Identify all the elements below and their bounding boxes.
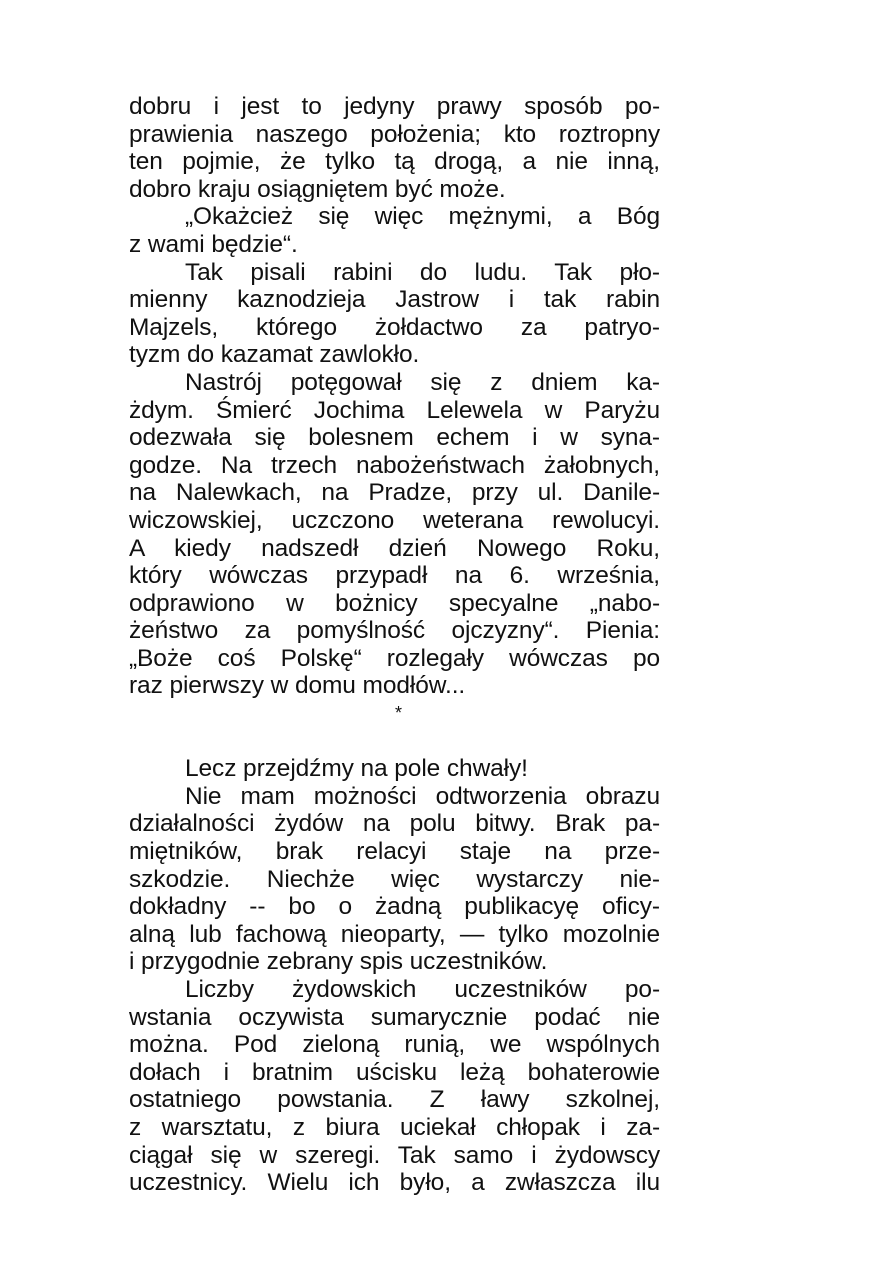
text-line: z warsztatu, z biura uciekał chłopak i za- xyxy=(129,1113,660,1141)
text-line: godze. Na trzech nabożeństwach żałobnych, xyxy=(129,451,660,479)
text-line: dobru i jest to jedyny prawy sposób po- xyxy=(129,93,660,120)
text-line: A kiedy nadszedł dzień Nowego Roku, xyxy=(129,534,660,562)
text-line: wstania oczywista sumarycznie podać nie xyxy=(129,1003,660,1031)
text-line: raz pierwszy w domu modłów... xyxy=(129,672,466,700)
text-line: wiczowskiej, uczczono weterana rewolucyi. xyxy=(129,506,660,534)
text-line: alną lub fachową nieoparty, — tylko mozolnie xyxy=(129,920,660,948)
blank-line xyxy=(129,728,660,756)
text-column xyxy=(129,93,660,1197)
text-line: ciągał się w szeregi. Tak samo i żydowscy xyxy=(129,1141,660,1169)
text-line: „Okażcież się więc mężnymi, a Bóg xyxy=(185,203,660,231)
text-line: Nastrój potęgował się z dniem ka- xyxy=(185,368,660,396)
text-line: ten pojmie, że tylko tą drogą, a nie inną, xyxy=(129,148,660,176)
text-line: Liczby żydowskich uczestników po- xyxy=(185,976,660,1003)
text-line: dołach i bratnim uścisku leżą bohaterowie xyxy=(129,1058,660,1086)
text-line: można. Pod zieloną runią, we wspólnych xyxy=(129,1031,660,1059)
text-line: miętników, brak relacyi staje na prze- xyxy=(129,838,660,866)
text-line: dobro kraju osiągniętem być może. xyxy=(129,175,506,203)
text-line: „Boże coś Polskę“ rozlegały wówczas po xyxy=(129,644,660,672)
text-line: Tak pisali rabini do ludu. Tak pło- xyxy=(185,258,660,286)
text-line: Lecz przejdźmy na pole chwały! xyxy=(185,755,528,783)
text-line: odprawiono w bożnicy specyalne „nabo- xyxy=(129,589,660,617)
text-line: mienny kaznodzieja Jastrow i tak rabin xyxy=(129,286,660,314)
text-line: dokładny -- bo o żadną publikacyę oficy- xyxy=(129,893,660,921)
text-line: prawienia naszego położenia; kto roztropny xyxy=(129,120,660,148)
text-line: szkodzie. Niechże więc wystarczy nie- xyxy=(129,865,660,893)
text-line: który wówczas przypadł na 6. września, xyxy=(129,562,660,590)
section-separator: * xyxy=(395,703,402,724)
text-line: i przygodnie zebrany spis uczestników. xyxy=(129,948,548,976)
text-line: Nie mam możności odtworzenia obrazu xyxy=(185,782,660,810)
text-line: żdym. Śmierć Jochima Lelewela w Paryżu xyxy=(129,396,660,424)
text-line: tyzm do kazamat zawlokło. xyxy=(129,341,420,369)
text-line: na Nalewkach, na Pradze, przy ul. Danile- xyxy=(129,479,660,507)
text-line: Majzels, którego żołdactwo za patryo- xyxy=(129,313,660,341)
text-line: uczestnicy. Wielu ich było, a zwłaszcza ilu xyxy=(129,1169,660,1197)
text-line: działalności żydów na polu bitwy. Brak pa- xyxy=(129,810,660,838)
text-line: odezwała się bolesnem echem i w syna- xyxy=(129,424,660,452)
text-line: żeństwo za pomyślność ojczyzny“. Pienia: xyxy=(129,617,660,645)
text-line: ostatniego powstania. Z ławy szkolnej, xyxy=(129,1086,660,1114)
text-line: z wami będzie“. xyxy=(129,230,298,258)
